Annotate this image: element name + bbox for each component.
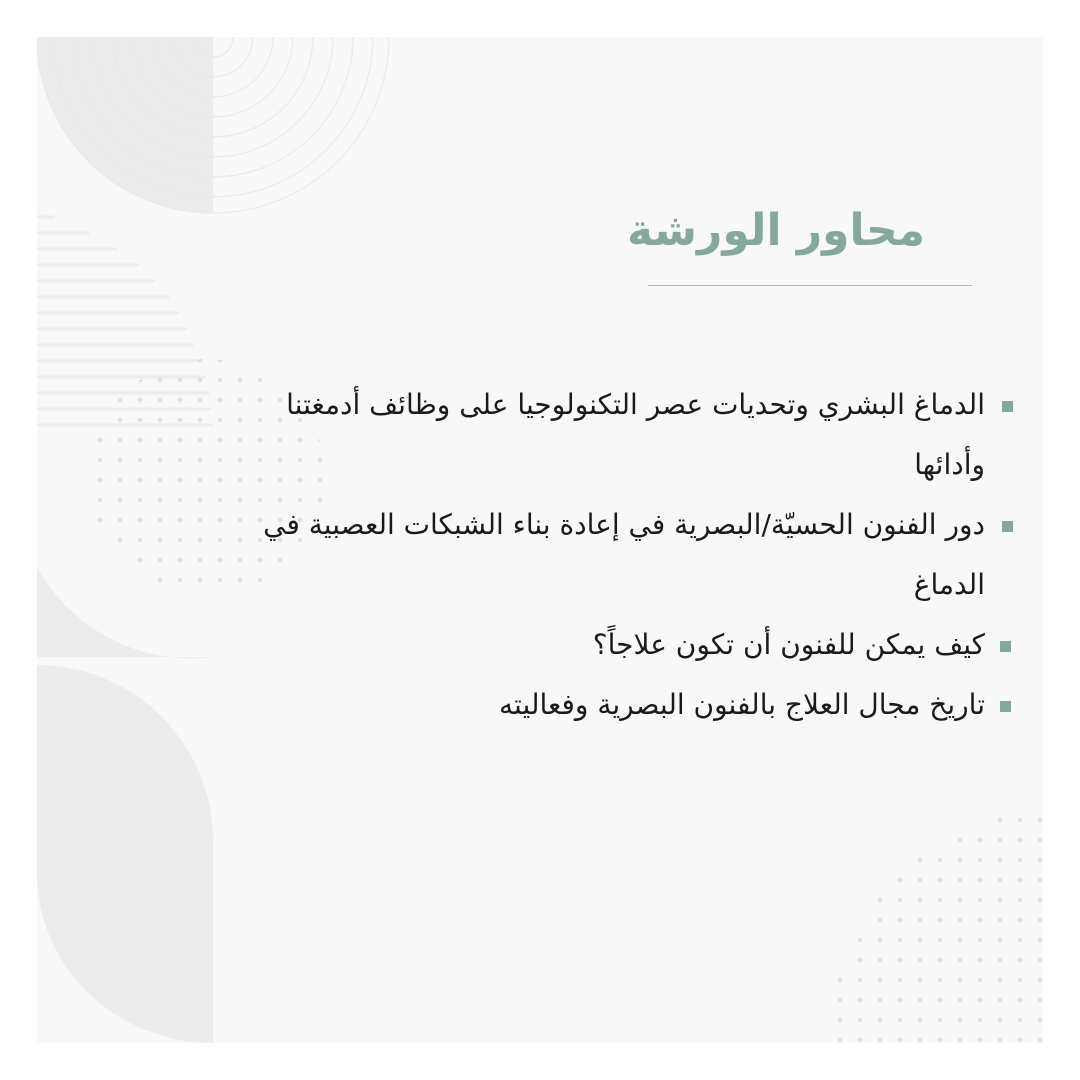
- square-bullet-icon: [1000, 701, 1011, 712]
- bottom-quarter-shape: [37, 873, 213, 1043]
- square-bullet-icon: [1000, 641, 1011, 652]
- list-item: [255, 495, 1015, 615]
- square-bullet-icon: [1002, 401, 1013, 412]
- list-item: [255, 375, 1015, 495]
- top-left-quarter-shape: [37, 37, 213, 213]
- topic-text: تاريخ مجال العلاج بالفنون البصرية وفعاليته: [499, 688, 985, 721]
- topics-list: [255, 375, 1015, 735]
- topic-text: دور الفنون الحسيّة/البصرية في إعادة بناء الشبكات العصبية في الدماغ: [263, 508, 985, 601]
- topic-text: كيف يمكن للفنون أن تكون علاجاً؟: [592, 628, 985, 661]
- list-item: [255, 615, 1015, 675]
- topic-text: الدماغ البشري وتحديات عصر التكنولوجيا على وظائف أدمغتنا وأدائها: [286, 388, 985, 481]
- lower-arc-shape: [37, 665, 213, 873]
- slide-title: محاور الورشة: [627, 205, 925, 256]
- dot-corner-pattern: [827, 807, 1043, 1043]
- slide-card: [37, 37, 1043, 1043]
- list-item: [255, 675, 1015, 735]
- square-bullet-icon: [1002, 521, 1013, 532]
- title-underline: [648, 285, 972, 286]
